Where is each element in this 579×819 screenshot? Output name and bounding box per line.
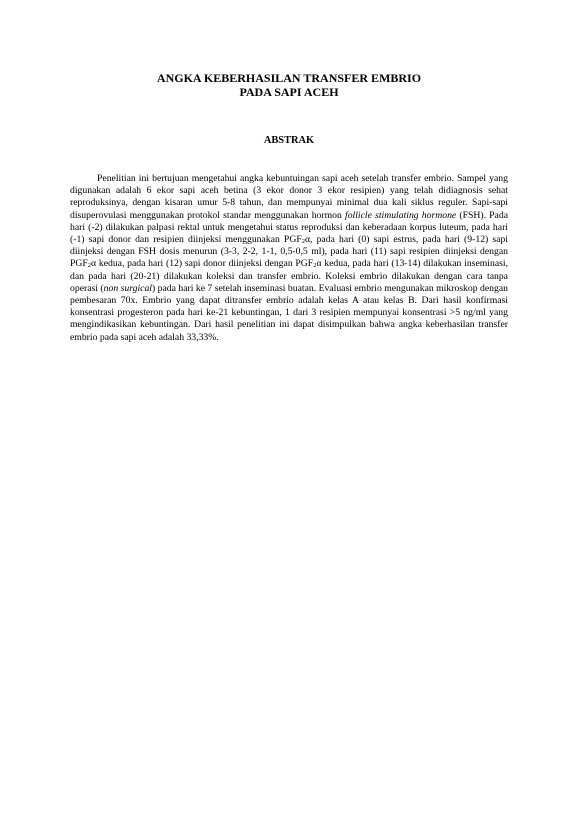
abstract-text-6: ) pada hari ke 7 setelah inseminasi buatan. Evaluasi embrio mengunakan mikroskop dengan pembesaran 70x. Embrio yang dapat ditransfer embrio adalah kelas A atau kelas B. Dari hasil konfirmasi konsentrasi progesteron pada hari ke-21 kebuntingan, 1 dari 3 resipien mempunyai konsentrasi >5 ng/ml yang mengindikasikan kebuntingan. Dari hasil penelitian ini dapat disimpulkan bahwa angka keberhasilan transfer embrio pada sapi aceh adalah 33,33%. xyxy=(70,282,508,343)
subscript-2: 2 xyxy=(301,238,305,246)
abstract-text-1: Penelitian ini bertujuan mengetahui angka kebuntuingan sapi aceh setelah transfer embrio. Sampel yang digunakan adalah 6 ekor sapi aceh betina (3 ekor donor 3 ekor resipien) yang telah didiagnosis sehat reproduksinya, dengan kisaran umur 5-8 tahun, dan mempunyai minimal dua kali siklus reguler. Sapi-sapi disuperovulasi menggunakan protokol standar menggunakan hormon xyxy=(70,173,508,221)
subscript-2: 2 xyxy=(313,262,317,270)
abstract-paragraph xyxy=(70,173,508,344)
abstract-text-2: (FSH). Pada hari (-2) dilakukan palpasi rektal untuk mengetahui status reproduksi dan keberadaan korpus luteum, pada hari (-1) sapi donor dan resipien diinjeksi menggunakan PGF xyxy=(70,209,508,246)
paper-title xyxy=(70,71,508,99)
paper-title-line-2: PADA SAPI ACEH xyxy=(239,85,339,99)
abstract-text-4: α kedua, pada hari (12) sapi donor diinjeksi dengan PGF xyxy=(91,258,314,270)
subscript-2: 2 xyxy=(87,262,92,270)
paper-title-line-1: ANGKA KEBERHASILAN TRANSFER EMBRIO xyxy=(156,71,422,85)
abstract-heading: ABSTRAK xyxy=(263,135,315,146)
abstract-text-5: α kedua, pada hari (13-14) dilakukan inseminasi, dan pada hari (20-21) dilakukan koleksi dan transfer embrio. Koleksi embrio dilakukan dengan cara tanpa operasi ( xyxy=(70,258,509,294)
abstract-term-non-surgical: non surgical xyxy=(103,282,152,294)
abstract-term-fsh: follicle stimulating hormone xyxy=(345,209,457,221)
abstract-text-3: α, pada hari (0) sapi estrus, pada hari (9-12) sapi diinjeksi dengan FSH dosis menurun (3-3, 2-2, 1-1, 0,5-0,5 ml), pada hari (11) sapi resipien diinjeksi dengan PGF xyxy=(70,234,508,270)
